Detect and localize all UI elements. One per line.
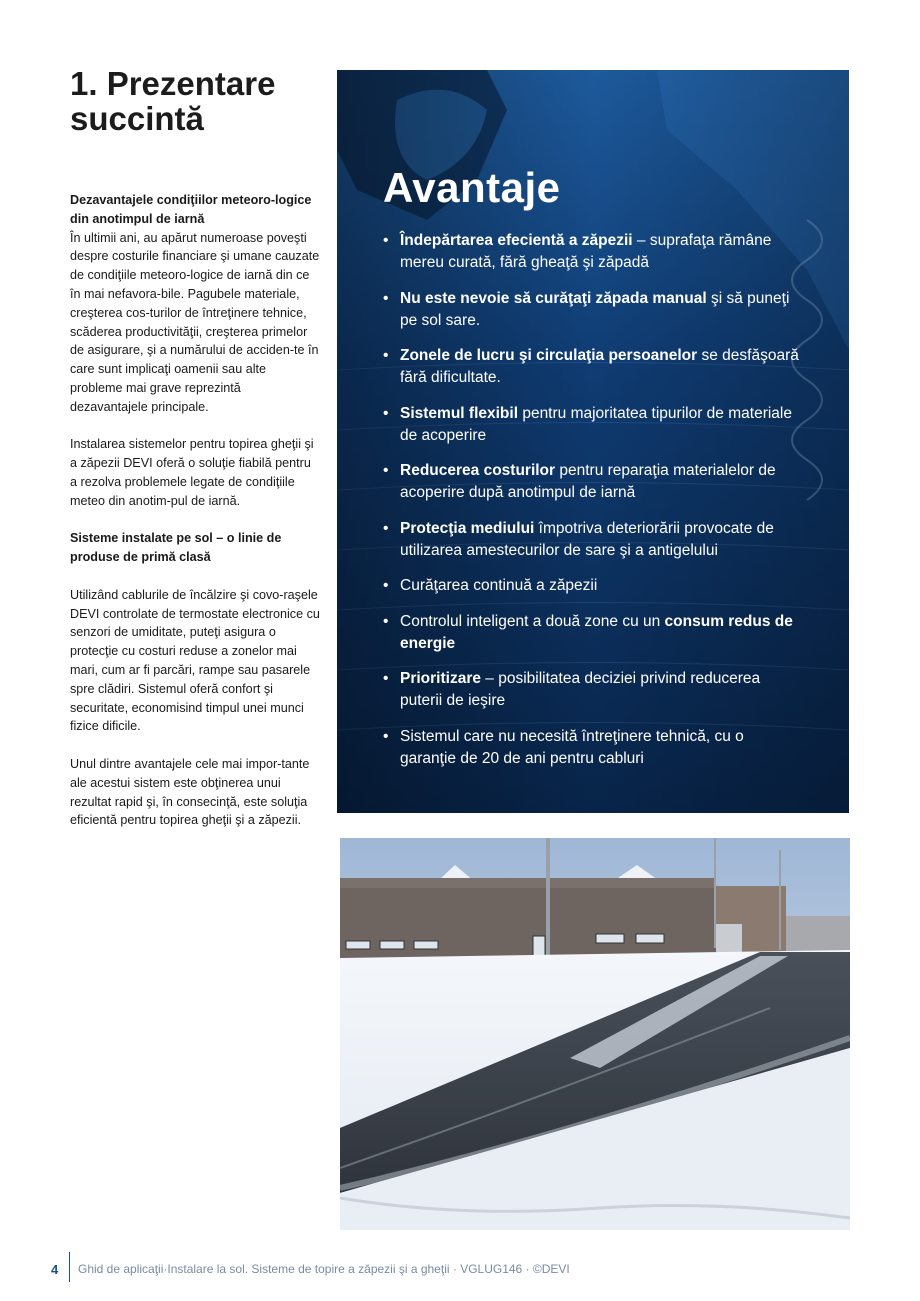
advantages-list — [383, 230, 803, 783]
paragraph-main-advantage: Unul dintre avantajele cele mai impor-tante ale acestui sistem este obţinerea unui rezultat rapid şi, în consecinţă, este soluţia eficientă pentru topirea gheţii şi a zăpezii. — [70, 756, 310, 828]
advantage-bold: Prioritizare — [400, 670, 481, 687]
advantage-text: pentru reparaţia materialelor de acoperire după anotimpul de iarnă — [400, 462, 776, 501]
advantage-bold: Zonele de lucru şi circulaţia persoanelor — [400, 347, 698, 364]
advantage-text: – suprafaţa rămâne mereu curată, fără gheaţă şi zăpadă — [400, 232, 772, 271]
paragraph-devi-solution: Instalarea sistemelor pentru topirea gheţii şi a zăpezii DEVI oferă o soluţie fiabilă pentru a rezolva problemele legate de condiţiile meteo din anotim-pul de iarnă. — [70, 437, 314, 508]
page-number: 4 — [51, 1262, 59, 1277]
advantage-item — [383, 460, 803, 504]
paragraph-cables-mats: Utilizând cablurile de încălzire şi covo-raşele DEVI controlate de termostate electronice cu senzori de umiditate, puteţi asigura o protecţie cu costuri reduse a zonelor mai mari, cum ar fi parcări, rampe sau pasarele spre clădiri. Sistemul oferă confort şi securitate, economisind timpul unei munci fizice dificile. — [70, 587, 320, 734]
page-footer — [0, 1249, 920, 1283]
paragraph-winter-drawbacks — [70, 191, 320, 417]
advantages-heading: Avantaje — [383, 164, 561, 211]
advantage-text: Controlul inteligent a două zone cu un — [400, 612, 665, 630]
advantage-item — [383, 345, 803, 389]
advantage-item — [383, 518, 803, 562]
advantage-text: – posibilitatea deciziei privind reducerea puterii de ieşire — [400, 670, 761, 709]
advantage-text: împotriva deteriorării provocate de utilizarea amestecurilor de sare şi a antigelului — [400, 519, 774, 559]
advantage-bold: Protecţia mediului — [400, 519, 535, 537]
footer-text: Ghid de aplicaţii·Instalare la sol. Sisteme de topire a zăpezii şi a gheţii · VGLUG146 · ©DEVI — [78, 1262, 570, 1276]
advantage-text: Curăţarea continuă a zăpezii — [400, 577, 598, 594]
heated-ramp-photo — [340, 838, 850, 1230]
heated-ramp-illustration — [340, 838, 850, 1230]
advantage-bold: Sistemul flexibil — [400, 404, 519, 422]
heading-winter-drawbacks: Dezavantajele condiţiilor meteoro-logice din anotimpul de iarnă — [70, 193, 312, 226]
intro-column — [70, 191, 320, 849]
advantage-item — [383, 230, 803, 274]
advantage-item — [383, 726, 803, 770]
advantage-text: se desfăşoară fără dificultate. — [400, 347, 799, 386]
advantage-item — [383, 288, 803, 332]
advantages-panel — [337, 70, 849, 813]
advantage-item — [383, 403, 803, 447]
advantage-bold: consum redus de energie — [400, 612, 793, 652]
footer-divider — [69, 1252, 70, 1282]
heading-ground-systems: Sisteme instalate pe sol – o linie de produse de primă clasă — [70, 531, 282, 565]
advantage-text: pentru majoritatea tipurilor de materiale de acoperire — [400, 404, 792, 444]
advantage-bold: Îndepărtarea efecientă a zăpezii — [400, 232, 633, 249]
text-winter-drawbacks: În ultimii ani, au apărut numeroase poveşti despre costurile financiare şi umane cauzate de condiţiile meteoro-logice de iarnă din ce în mai nefavora-bile. Pagubele materiale, creşterea cos-turilor de întreţinere tehnice, scăderea productivităţii, creşterea primelor de asigurare, şi a numărului de acciden-te în care sunt implicaţi oamenii sau alte probleme mai grave reprezintă dezavantajele principale. — [70, 230, 320, 414]
advantage-text: Sistemul care nu necesită întreţinere tehnică, cu o garanţie de 20 de ani pentru cabluri — [400, 727, 744, 767]
advantage-bold: Reducerea costurilor — [400, 462, 556, 479]
advantage-text: şi să puneţi pe sol sare. — [400, 289, 790, 329]
advantage-bold: Nu este nevoie să curăţaţi zăpada manual — [400, 289, 707, 307]
advantage-item — [383, 611, 803, 655]
advantage-item — [383, 668, 803, 712]
advantage-item — [383, 575, 803, 597]
page-title: 1. Prezentare succintă — [70, 65, 276, 137]
